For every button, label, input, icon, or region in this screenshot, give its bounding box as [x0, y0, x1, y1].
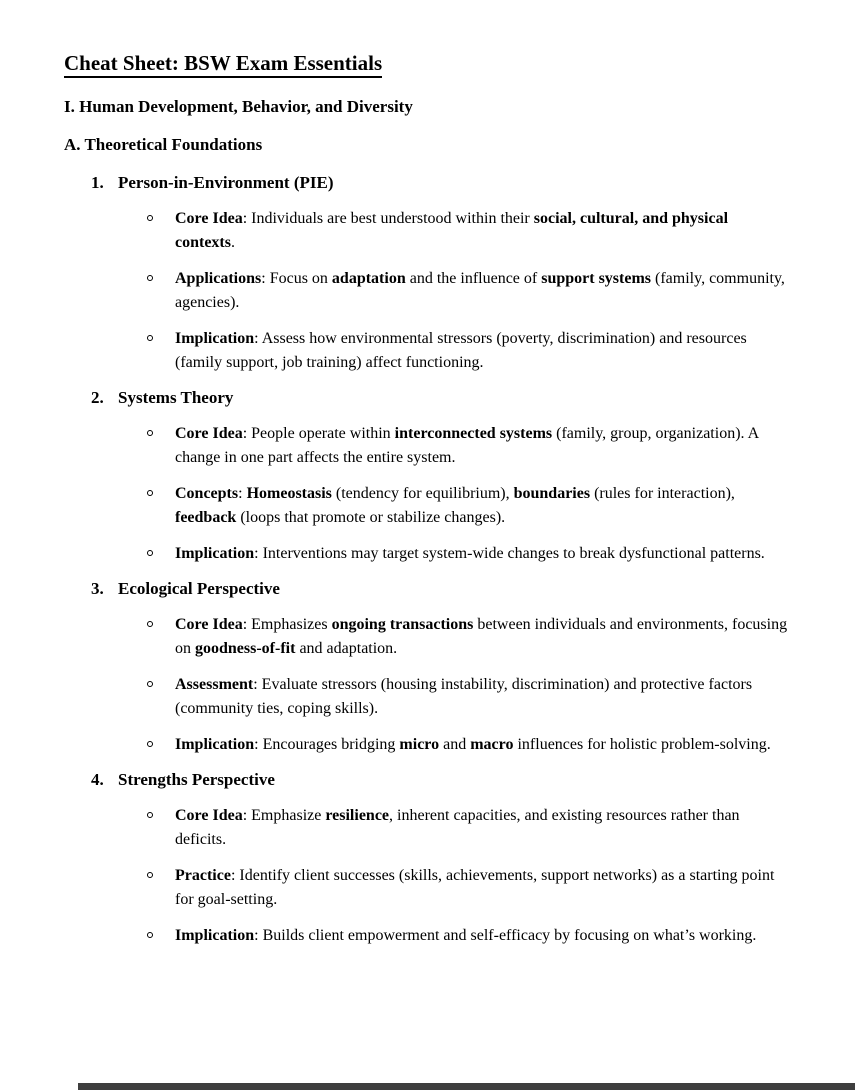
circle-bullet-icon — [147, 550, 153, 556]
list-item — [64, 673, 791, 721]
list-item — [64, 482, 791, 530]
numbered-list — [64, 172, 791, 948]
section-title: Person-in-Environment (PIE) — [118, 173, 334, 192]
list-item-text: Implication: Assess how environmental stressors (poverty, discrimination) and resources (family support, job training) affect functioning. — [175, 330, 747, 371]
list-item-text: Implication: Encourages bridging micro and macro influences for holistic problem-solving. — [175, 736, 771, 753]
section-number: 4. — [91, 770, 104, 789]
list-item — [64, 733, 791, 757]
numbered-section — [64, 172, 791, 375]
list-item — [64, 542, 791, 566]
bullet-list — [64, 804, 791, 948]
list-item — [64, 422, 791, 470]
section-title: Strengths Perspective — [118, 770, 275, 789]
numbered-section-heading — [64, 578, 791, 600]
list-item-text: Concepts: Homeostasis (tendency for equilibrium), boundaries (rules for interaction), feedback (loops that promote or stabilize changes). — [175, 485, 735, 526]
circle-bullet-icon — [147, 812, 153, 818]
circle-bullet-icon — [147, 741, 153, 747]
circle-bullet-icon — [147, 215, 153, 221]
circle-bullet-icon — [147, 275, 153, 281]
numbered-section-heading — [64, 387, 791, 409]
list-item-text: Applications: Focus on adaptation and the influence of support systems (family, community, agencies). — [175, 270, 785, 311]
document-title-text: Cheat Sheet: BSW Exam Essentials — [64, 51, 382, 78]
list-item-text: Implication: Interventions may target system-wide changes to break dysfunctional patterns. — [175, 545, 765, 562]
section-number: 1. — [91, 173, 104, 192]
list-item-text: Assessment: Evaluate stressors (housing instability, discrimination) and protective factors (community ties, coping skills). — [175, 676, 753, 717]
list-item — [64, 864, 791, 912]
list-item — [64, 207, 791, 255]
list-item — [64, 267, 791, 315]
horizontal-scrollbar-thumb[interactable] — [78, 1083, 855, 1090]
list-item-text: Core Idea: Emphasize resilience, inherent capacities, and existing resources rather than deficits. — [175, 807, 740, 848]
numbered-section — [64, 387, 791, 566]
circle-bullet-icon — [147, 932, 153, 938]
numbered-section-heading — [64, 172, 791, 194]
list-item-text: Core Idea: Emphasizes ongoing transactions between individuals and environments, focusing on goodness-of-fit and adaptation. — [175, 616, 788, 657]
section-number: 2. — [91, 388, 104, 407]
circle-bullet-icon — [147, 681, 153, 687]
list-item — [64, 327, 791, 375]
list-item — [64, 804, 791, 852]
bullet-list — [64, 207, 791, 375]
section-title: Systems Theory — [118, 388, 234, 407]
list-item-text: Core Idea: Individuals are best understood within their social, cultural, and physical contexts. — [175, 210, 729, 251]
heading-roman-numeral: I. Human Development, Behavior, and Diversity — [64, 97, 413, 116]
section-title: Ecological Perspective — [118, 579, 280, 598]
numbered-section — [64, 578, 791, 757]
list-item — [64, 924, 791, 948]
circle-bullet-icon — [147, 621, 153, 627]
list-item-text: Implication: Builds client empowerment and self-efficacy by focusing on what’s working. — [175, 927, 757, 944]
circle-bullet-icon — [147, 430, 153, 436]
list-item-text: Practice: Identify client successes (skills, achievements, support networks) as a starting point for goal-setting. — [175, 867, 775, 908]
numbered-section-heading — [64, 769, 791, 791]
document-title — [64, 50, 791, 76]
circle-bullet-icon — [147, 490, 153, 496]
bullet-list — [64, 613, 791, 757]
list-item — [64, 613, 791, 661]
horizontal-scrollbar[interactable] — [0, 1083, 855, 1090]
numbered-section — [64, 769, 791, 948]
circle-bullet-icon — [147, 872, 153, 878]
section-number: 3. — [91, 579, 104, 598]
heading-letter: A. Theoretical Foundations — [64, 135, 263, 154]
bullet-list — [64, 422, 791, 566]
list-item-text: Core Idea: People operate within interconnected systems (family, group, organization). A change in one part affects the entire system. — [175, 425, 759, 466]
circle-bullet-icon — [147, 335, 153, 341]
